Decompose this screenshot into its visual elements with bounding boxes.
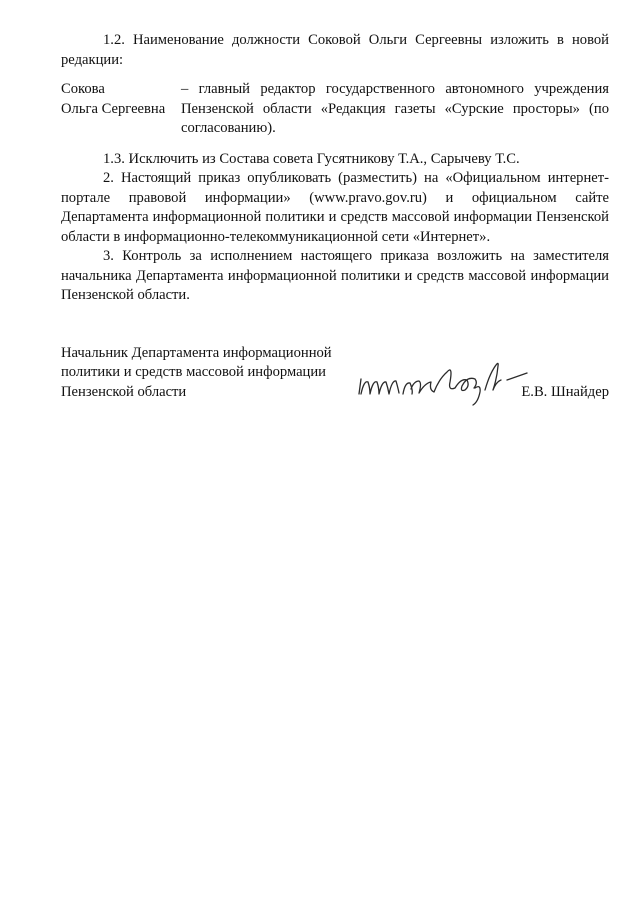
appointee-surname: Сокова xyxy=(61,81,105,97)
clause-1-2: 1.2. Наименование должности Соковой Ольги Сергеевны изложить в новой редакции: xyxy=(61,32,609,68)
signature-block xyxy=(61,344,609,406)
clause-3: 3. Контроль за исполнением настоящего приказа возложить на заместителя начальника Департамента информационной политики и средств массовой информации Пензенской области. xyxy=(61,248,609,303)
signatory-title-line: Пензенской области xyxy=(61,383,187,400)
signatory-name: Е.В. Шнайдер xyxy=(521,383,609,400)
appointee-position: – главный редактор государственного автономного учреждения Пензенской области «Редакция газеты «Сурские просторы» (по согласованию). xyxy=(181,81,609,136)
document-page xyxy=(61,31,609,406)
appointee-given-names: Ольга Сергеевна xyxy=(61,100,166,117)
clause-2: 2. Настоящий приказ опубликовать (разместить) на «Официальном интернет-портале правовой информации» (www.pravo.gov.ru) и официальном сайте Департамента информационной политики и средств массовой информации Пензенской области в информационно-телекоммуникационной сети «Интернет». xyxy=(61,170,609,245)
appointee-name xyxy=(61,80,181,139)
appointment-row xyxy=(61,80,609,139)
signatory-title xyxy=(61,344,361,403)
signatory-title-line: политики и средств массовой информации xyxy=(61,364,326,380)
signatory-title-line: Начальник Департамента информационной xyxy=(61,344,332,361)
clause-1-3: 1.3. Исключить из Состава совета Гусятникову Т.А., Сарычеву Т.С. xyxy=(103,150,520,167)
